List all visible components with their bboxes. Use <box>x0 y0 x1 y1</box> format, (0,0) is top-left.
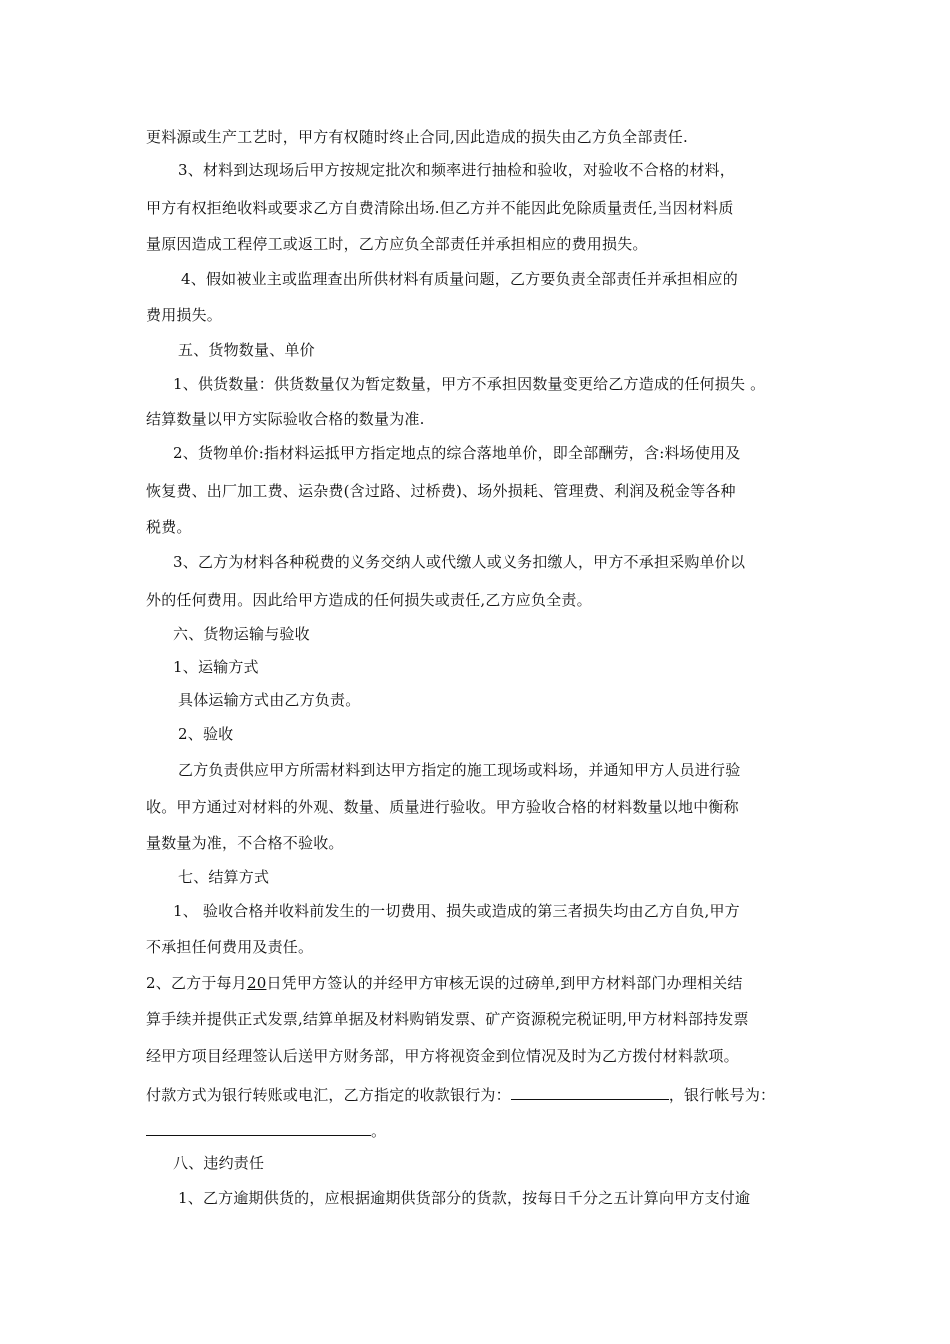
paragraph-line: 乙方负责供应甲方所需材料到达甲方指定的施工现场或料场，并通知甲方人员进行验 <box>178 761 741 779</box>
bank-name-blank[interactable] <box>511 1082 669 1100</box>
subsection-heading: 1、运输方式 <box>173 658 259 676</box>
paragraph-line: 量原因造成工程停工或返工时，乙方应负全部责任并承担相应的费用损失。 <box>146 235 648 253</box>
paragraph-line: 具体运输方式由乙方负责。 <box>178 691 361 709</box>
paragraph-line: 算手续并提供正式发票,结算单据及材料购销发票、矿产资源税完税证明,甲方材料部持发票 <box>146 1010 749 1028</box>
account-line <box>146 1118 386 1141</box>
section-heading: 八、违约责任 <box>173 1154 265 1172</box>
paragraph-line: 2、货物单价:指材料运抵甲方指定地点的综合落地单价，即全部酬劳，含:料场使用及 <box>173 444 741 462</box>
paragraph-line: 1、 验收合格并收料前发生的一切费用、损失或造成的第三者损失均由乙方自负,甲方 <box>173 902 740 920</box>
paragraph-line: 税费。 <box>146 518 192 536</box>
settlement-suffix: 日凭甲方签认的并经甲方审核无误的过磅单,到甲方材料部门办理相关结 <box>266 974 743 992</box>
paragraph-line: 收。甲方通过对材料的外观、数量、质量进行验收。甲方验收合格的材料数量以地中衡称 <box>146 798 739 816</box>
paragraph-line: 3、乙方为材料各种税费的义务交纳人或代缴人或义务扣缴人，甲方不承担采购单价以 <box>173 553 746 571</box>
paragraph-line: 1、供货数量：供货数量仅为暂定数量，甲方不承担因数量变更给乙方造成的任何损失 。 <box>173 375 766 393</box>
section-heading: 五、货物数量、单价 <box>178 341 315 359</box>
payment-line <box>146 1082 775 1105</box>
paragraph-line: 结算数量以甲方实际验收合格的数量为准. <box>146 410 425 428</box>
payment-prefix: 付款方式为银行转账或电汇，乙方指定的收款银行为： <box>146 1086 511 1104</box>
settlement-day: 20 <box>246 974 267 992</box>
paragraph-line: 甲方有权拒绝收料或要求乙方自费清除出场.但乙方并不能因此免除质量责任,当因材料质 <box>146 199 734 217</box>
paragraph-line: 恢复费、出厂加工费、运杂费(含过路、过桥费)、场外损耗、管理费、利润及税金等各种 <box>146 482 736 500</box>
paragraph-line: 1、乙方逾期供货的，应根据逾期供货部分的货款，按每日千分之五计算向甲方支付逾 <box>178 1189 751 1207</box>
subsection-heading: 2、验收 <box>178 725 234 743</box>
paragraph-line: 4、假如被业主或监理查出所供材料有质量问题，乙方要负责全部责任并承担相应的 <box>181 270 738 288</box>
paragraph-line: 更料源或生产工艺时，甲方有权随时终止合同,因此造成的损失由乙方负全部责任. <box>146 128 688 146</box>
settlement-line <box>146 973 743 993</box>
paragraph-line: 3、材料到达现场后甲方按规定批次和频率进行抽检和验收，对验收不合格的材料， <box>178 161 735 179</box>
paragraph-line: 不承担任何费用及责任。 <box>146 938 314 956</box>
settlement-prefix: 2、乙方于每月 <box>146 974 247 992</box>
section-heading: 六、货物运输与验收 <box>173 625 310 643</box>
section-heading: 七、结算方式 <box>178 868 270 886</box>
payment-middle: ，银行帐号为： <box>668 1086 776 1104</box>
paragraph-line: 经甲方项目经理签认后送甲方财务部，甲方将视资金到位情况及时为乙方拨付材料款项。 <box>146 1047 739 1065</box>
account-number-blank[interactable] <box>146 1118 371 1136</box>
paragraph-line: 外的任何费用。因此给甲方造成的任何损失或责任,乙方应负全责。 <box>146 591 592 609</box>
payment-end: 。 <box>371 1122 387 1140</box>
paragraph-line: 费用损失。 <box>146 306 223 324</box>
paragraph-line: 量数量为准，不合格不验收。 <box>146 834 344 852</box>
